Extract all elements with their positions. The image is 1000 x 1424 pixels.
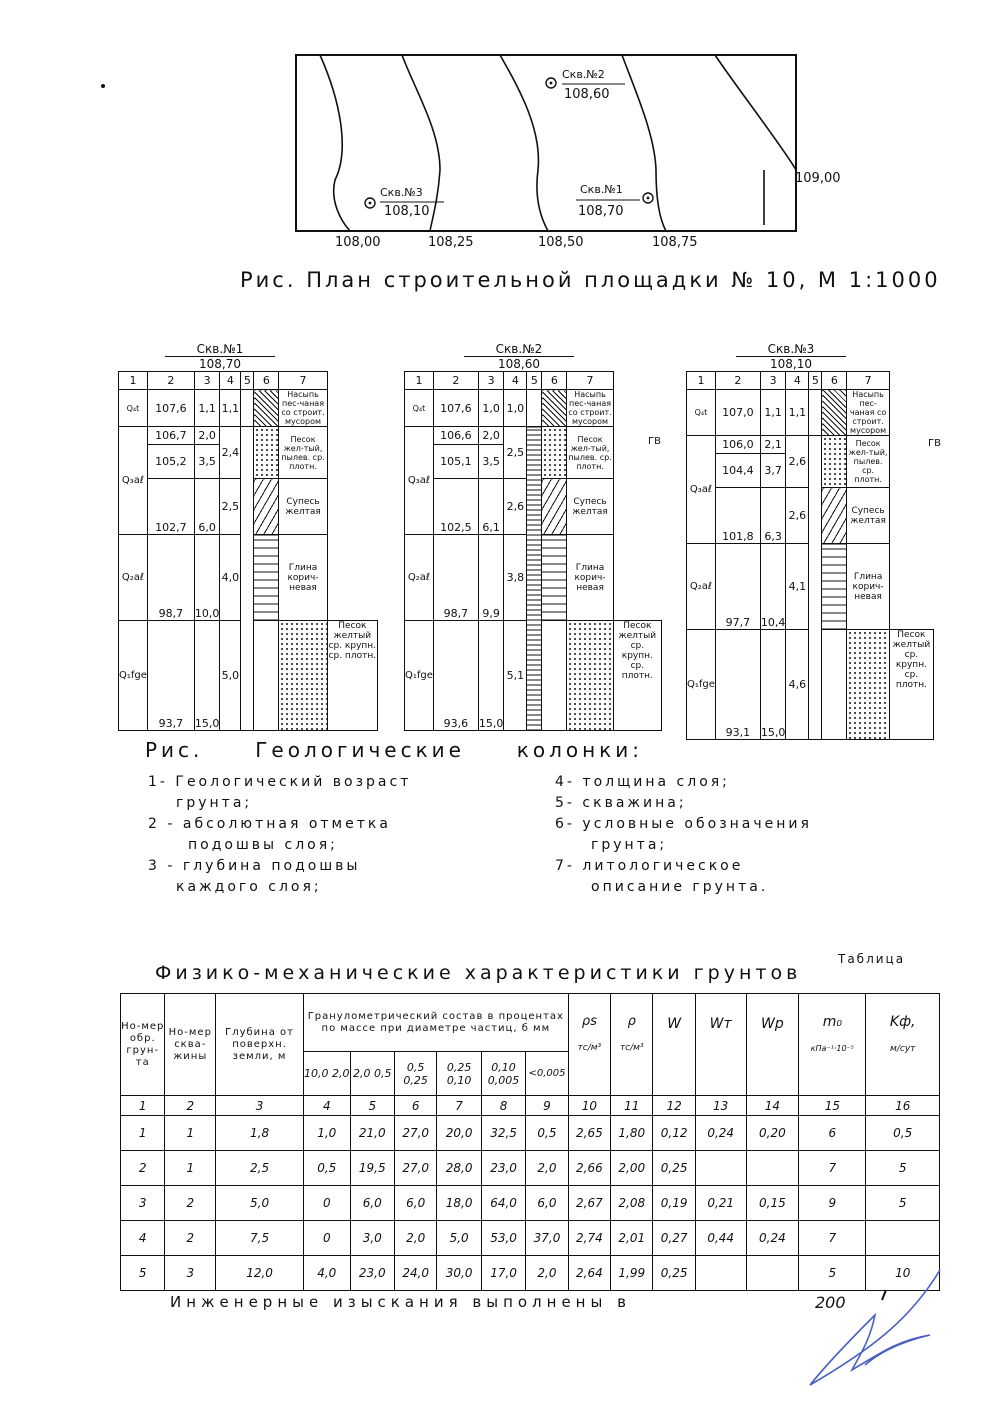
geo-column-2 — [394, 342, 664, 732]
well-name: Скв.№3 — [736, 342, 846, 357]
borehole-1-name: Скв.№1 — [580, 183, 623, 196]
borehole-2-name: Скв.№2 — [562, 68, 605, 81]
age: Q₄t — [119, 390, 148, 427]
well-elev: 108,70 — [199, 357, 241, 371]
table-title: Физико-механические характеристики грунтов — [155, 962, 802, 984]
borehole-1-elev: 108,70 — [578, 204, 624, 219]
column-table: 1 2 3 4 5 6 7 Q₄t 107,6 1,0 1,0 Насыпь пес-чаная со строит. мусором Q₃aℓ 106,6 2,0 2,5 Песок жел-тый, пылев. ср. плотн. 105,1 3,5 102,5 6,1 2,6 Супесь желтая Q₂aℓ 98,7 9,9 3,8 Глина корич-невая Q₁fge 93,6 15,0 5,1 Песок желтый ср. крупн. ср. плотн. — [404, 371, 662, 731]
well-elev: 108,10 — [770, 357, 812, 371]
footer-year: 200 — [815, 1293, 846, 1312]
borehole-3-elev: 108,10 — [384, 204, 430, 219]
table-row: 2 1 2,5 0,5 19,5 27,0 28,0 23,0 2,0 2,66 2,00 0,25 7 5 — [121, 1151, 940, 1186]
borehole-2-elev: 108,60 — [564, 87, 610, 102]
gw-label: ГВ — [928, 438, 941, 449]
contour-label: 108,50 — [538, 235, 584, 250]
contour-line — [715, 55, 796, 170]
well-name: Скв.№2 — [464, 342, 574, 357]
legend-right: 4- толщина слоя; 5- скважина; 6- условные обозначения грунта; 7- литологическое описание грунта. — [555, 774, 812, 895]
well-name: Скв.№1 — [165, 342, 275, 357]
legend-left: 1- Геологический возраст грунта; 2 - абсолютная отметка подошвы слоя; 3 - глубина подошвы каждого слоя; — [148, 774, 412, 895]
geo-column-3 — [676, 342, 946, 739]
gw-label: ГВ — [648, 436, 661, 447]
table-row: 5 3 12,0 4,0 23,0 24,0 30,0 17,0 2,0 2,64 1,99 0,25 5 10 — [121, 1256, 940, 1291]
site-plan — [280, 40, 880, 300]
table-label: Таблица — [838, 952, 906, 966]
column-number-row: 1 2 3 4 5 6 7 8 9 10 11 12 13 14 15 16 — [121, 1096, 940, 1116]
signature-image — [790, 1260, 960, 1400]
borehole-3-name: Скв.№3 — [380, 186, 423, 199]
column-table: 1 2 3 4 5 6 7 Q₄t 107,6 1,1 1,1 Насыпь пес-чаная со строит. мусором Q₃aℓ 106,7 2,0 2,4 Песок жел-тый, пылев. ср. плотн. 105,2 3,5 102,7 6,0 2,5 Супесь желтая Q₂aℓ 98,7 10,0 4,0 Глина корич-невая Q₁fge 93,7 15,0 5,0 Песок желтый ср. крупн. ср. плотн. — [118, 371, 378, 731]
columns-caption: Рис. Геологические колонки: — [145, 738, 643, 762]
contour-label: 108,75 — [652, 235, 698, 250]
contour-line — [320, 55, 350, 231]
table-row: 4 2 7,5 0 3,0 2,0 5,0 53,0 37,0 2,74 2,01 0,27 0,44 0,24 7 — [121, 1221, 940, 1256]
column-table: 1 2 3 4 5 6 7 Q₄t 107,0 1,1 1,1 Насыпь пес-чаная со строит. мусором Q₃aℓ 106,0 2,1 2,6 Песок жел-тый, пылев. ср. плотн. 104,4 3,7 101,8 6,3 2,6 Супесь желтая Q₂aℓ 97,7 10,4 4,1 Глина корич-невая Q₁fge 93,1 15,0 4,6 Песок желтый ср. крупн. ср. плотн. — [686, 371, 934, 740]
table-row: 1 1 1,8 1,0 21,0 27,0 20,0 32,5 0,5 2,65 1,80 0,12 0,24 0,20 6 0,5 — [121, 1116, 940, 1151]
footer-text: Инженерные изыскания выполнены в — [170, 1293, 631, 1311]
contour-label: 108,25 — [428, 235, 474, 250]
contour-label: 108,00 — [335, 235, 381, 250]
well-elev: 108,60 — [498, 357, 540, 371]
site-plan-caption: Рис. План строительной площадки № 10, М 1:1000 — [240, 268, 941, 292]
table-row: 3 2 5,0 0 6,0 6,0 18,0 64,0 6,0 2,67 2,08 0,19 0,21 0,15 9 5 — [121, 1186, 940, 1221]
geo-column-1 — [110, 342, 380, 732]
properties-table: Но-мер обр. грун-та Но-мер сква-жины Глубина от поверхн. земли, м Гранулометрический состав в процентах по массе при диаметре частиц, б мм ρs тс/м³ ρ тс/м³ W Wт Wр m₀ кПа⁻¹·10⁻⁵ Kф, м/сут 10,0 2,0 2,0 0,5 0,5 0,25 0,25 0,10 0,10 0,005 <0,005 1 2 3 4 5 6 7 8 9 10 11 12 13 14 15 16 1 1 1,8 1,0 21,0 27,0 20,0 32,5 0,5 2,65 1,80 0,12 0,24 0,20 6 0,5 2 1 2,5 0,5 19,5 27,0 28,0 23,0 2,0 2,66 2,00 0,25 7 5 3 2 5,0 0 6,0 6,0 18,0 64,0 6,0 2,67 2,08 0,19 0,21 0,15 9 5 4 2 7,5 0 3,0 2,0 5,0 53,0 37,0 2,74 2,01 0,27 0,44 0,24 7 5 3 12,0 4,0 23,0 24,0 30,0 17,0 2,0 2,64 1,99 0,25 5 10 — [120, 993, 940, 1291]
contour-label-right: 109,00 — [795, 171, 841, 186]
contour-line — [622, 55, 666, 231]
contour-line — [500, 55, 548, 231]
speck — [101, 84, 105, 88]
